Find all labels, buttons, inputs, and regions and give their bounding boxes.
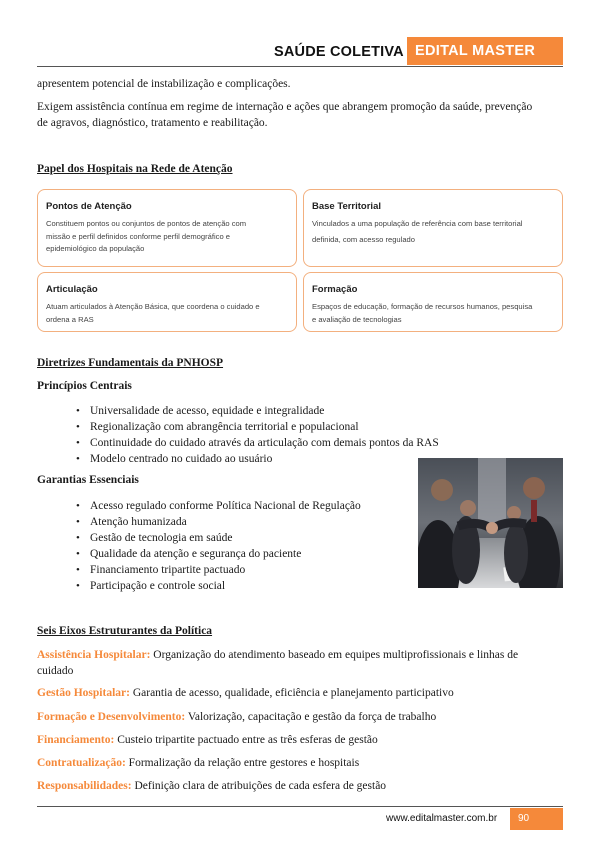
card-text: Espaços de educação, formação de recursos humanos, pesquisa e avaliação de tecnologias <box>312 302 533 324</box>
page-header <box>0 0 600 70</box>
list-item: • Gestão de tecnologia em saúde <box>76 532 233 544</box>
card-base-territorial <box>303 189 563 267</box>
axis-item: Formação e Desenvolvimento: Valorização, capacitação e gestão da força de trabalho <box>37 711 437 723</box>
card-articulacao <box>37 272 297 332</box>
page-number: 90 <box>510 808 563 830</box>
guarantees-list <box>76 498 361 594</box>
footer-divider <box>37 806 563 807</box>
axis-item: Gestão Hospitalar: Garantia de acesso, qualidade, eficiência e planejamento participativo <box>37 687 454 699</box>
list-item: • Qualidade da atenção e segurança do paciente <box>76 548 302 560</box>
card-formacao <box>303 272 563 332</box>
card-title: Articulação <box>46 284 98 295</box>
footer-url: www.editalmaster.com.br <box>386 813 498 824</box>
list-item: • Acesso regulado conforme Política Nacional de Regulação <box>76 500 361 512</box>
intro-paragraph-line1: Exigem assistência contínua em regime de internação e ações que abrangem promoção da saúde, prevenção <box>37 101 533 113</box>
card-text: Vinculados a uma população de referência com base territorial definida, com acesso regulado <box>312 219 523 244</box>
handshake-photo <box>418 458 563 588</box>
list-item: • Modelo centrado no cuidado ao usuário <box>76 453 273 465</box>
axis-item: Assistência Hospitalar: Organização do atendimento baseado em equipes multiprofissionais e linhas de cuidado <box>37 649 519 677</box>
intro-paragraph-line2: de agravos, diagnóstico, tratamento e reabilitação. <box>37 117 268 129</box>
list-item: • Financiamento tripartite pactuado <box>76 564 246 576</box>
axis-item: Contratualização: Formalização da relação entre gestores e hospitais <box>37 757 360 769</box>
intro-line: apresentem potencial de instabilização e complicações. <box>37 78 291 90</box>
card-pontos-de-atencao <box>37 189 297 267</box>
axis-item: Financiamento: Custeio tripartite pactuado entre as três esferas de gestão <box>37 734 378 746</box>
header-title: SAÚDE COLETIVA <box>274 44 404 60</box>
card-text: Constituem pontos ou conjuntos de pontos de atenção com missão e perfil definidos conforme perfil demográfico e epidemiológico da população <box>46 219 247 253</box>
axis-item: Responsabilidades: Definição clara de atribuições de cada esfera de gestão <box>37 780 387 792</box>
header-divider <box>37 66 563 67</box>
subhead-guarantees: Garantias Essenciais <box>37 474 139 486</box>
list-item: • Participação e controle social <box>76 580 226 592</box>
axis-label: Assistência Hospitalar: <box>37 649 151 661</box>
axis-label: Contratualização: <box>37 757 126 769</box>
card-title: Pontos de Atenção <box>46 201 132 212</box>
brand-badge: EDITAL MASTER <box>407 37 563 65</box>
subhead-principles: Princípios Centrais <box>37 380 132 392</box>
axis-label: Gestão Hospitalar: <box>37 687 130 699</box>
card-title: Formação <box>312 284 358 295</box>
card-text: Atuam articulados à Atenção Básica, que coordena o cuidado e ordena a RAS <box>46 302 260 324</box>
list-item: • Regionalização com abrangência territorial e populacional <box>76 421 359 433</box>
section-title-six-axes: Seis Eixos Estruturantes da Política <box>37 625 213 637</box>
card-title: Base Territorial <box>312 201 381 212</box>
list-item: • Universalidade de acesso, equidade e integralidade <box>76 405 325 417</box>
section-title-pnhosp: Diretrizes Fundamentais da PNHOSP <box>37 357 224 369</box>
axis-label: Formação e Desenvolvimento: <box>37 711 186 723</box>
list-item: • Continuidade do cuidado através da articulação com demais pontos da RAS <box>76 437 439 449</box>
axis-label: Responsabilidades: <box>37 780 132 792</box>
principles-list <box>76 403 439 467</box>
axis-label: Financiamento: <box>37 734 115 746</box>
list-item: • Atenção humanizada <box>76 516 187 528</box>
section-title-hospital-role: Papel dos Hospitais na Rede de Atenção <box>37 163 233 175</box>
